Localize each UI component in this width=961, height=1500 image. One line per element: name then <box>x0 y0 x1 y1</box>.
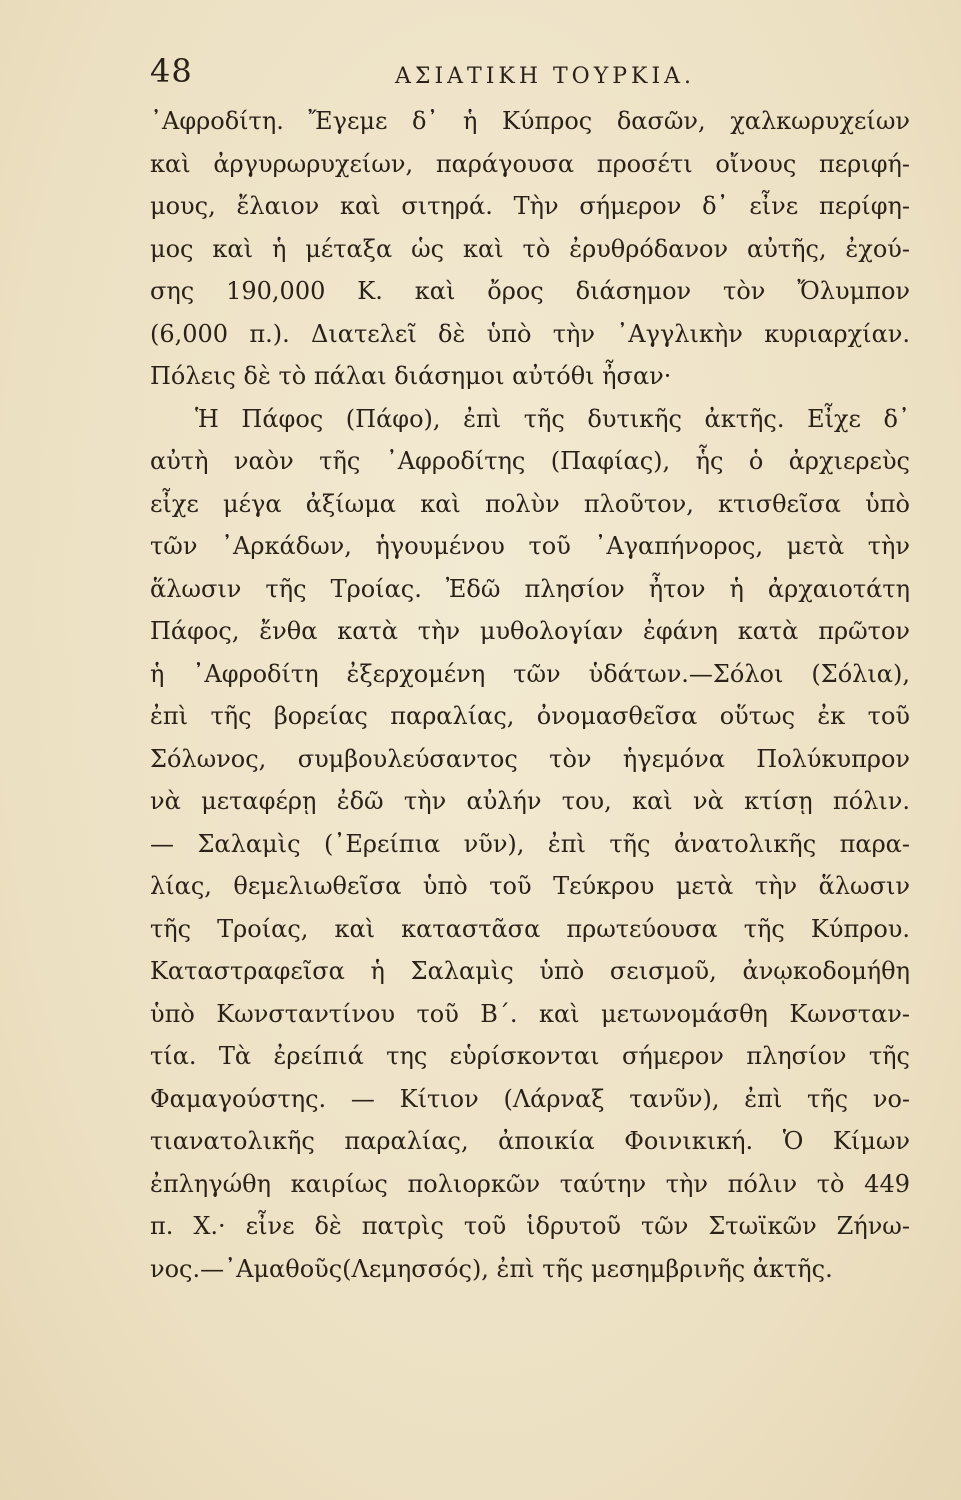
text-line: τῆς Τροίας, καὶ καταστᾶσα πρωτεύουσα τῆς Κύπρου. <box>150 914 910 943</box>
text-line: ἐπληγώθη καιρίως πολιορκῶν ταύτην τὴν πόλιν τὸ 449 <box>150 1169 910 1198</box>
text-line: καὶ ἀργυρωρυχείων, παράγουσα προσέτι οἴνους περιφή- <box>150 149 910 178</box>
text-line: τῶν ᾿Αρκάδων, ἡγουμένου τοῦ ᾿Αγαπήνορος, μετὰ τὴν <box>150 532 910 560</box>
text-line: τία. Τὰ ἐρείπιά της εὑρίσκονται σήμερον πλησίον τῆς <box>150 1042 910 1070</box>
text-line: εἶχε μέγα ἀξίωμα καὶ πολὺν πλοῦτον, κτισθεῖσα ὑπὸ <box>150 489 910 518</box>
text-line: νος.—᾿Αμαθοῦς(Λεμησσός), ἐπὶ τῆς μεσημβρινῆς ἀκτῆς. <box>150 1254 833 1283</box>
text-line: Καταστραφεῖσα ἡ Σαλαμὶς ὑπὸ σεισμοῦ, ἀνῳκοδομήθη <box>150 957 910 985</box>
text-line: λίας, θεμελιωθεῖσα ὑπὸ τοῦ Τεύκρου μετὰ τὴν ἅλωσιν <box>150 872 910 900</box>
body-text <box>150 100 910 1290</box>
text-line: μος καὶ ἡ μέταξα ὡς καὶ τὸ ἐρυθρόδανον αὐτῆς, ἐχού- <box>150 234 910 263</box>
text-line: ἐπὶ τῆς βορείας παραλίας, ὀνομασθεῖσα οὕτως ἐκ τοῦ <box>150 702 910 730</box>
text-line: (6,000 π.). Διατελεῖ δὲ ὑπὸ τὴν ᾿Αγγλικὴν κυριαρχίαν. <box>150 319 910 348</box>
text-line: π. Χ.· εἶνε δὲ πατρὶς τοῦ ἱδρυτοῦ τῶν Στωϊκῶν Ζήνω- <box>150 1212 910 1240</box>
text-line: μους, ἔλαιον καὶ σιτηρά. Τὴν σήμερον δ᾿ εἶνε περίφη- <box>150 192 910 220</box>
text-line: Φαμαγούστης. — Κίτιον (Λάρναξ τανῦν), ἐπὶ τῆς νο- <box>150 1084 910 1113</box>
text-line: Σόλωνος, συμβουλεύσαντος τὸν ἡγεμόνα Πολύκυπρον <box>150 744 910 773</box>
page-header <box>150 52 901 102</box>
text-line: ἡ ᾿Αφροδίτη ἐξερχομένη τῶν ὑδάτων.—Σόλοι (Σόλια), <box>150 659 910 688</box>
text-line: νὰ μεταφέρῃ ἐδῶ τὴν αὐλήν του, καὶ νὰ κτίσῃ πόλιν. <box>150 787 910 815</box>
text-line: ἅλωσιν τῆς Τροίας. Ἐδῶ πλησίον ἦτον ἡ ἀρχαιοτάτη <box>150 574 910 603</box>
text-line: ὑπὸ Κωνσταντίνου τοῦ Β΄. καὶ μετωνομάσθη Κωνσταν- <box>150 999 910 1028</box>
text-line: αὐτὴ ναὸν τῆς ᾿Αφροδίτης (Παφίας), ἧς ὁ ἀρχιερεὺς <box>150 447 910 475</box>
text-line: Πάφος, ἔνθα κατὰ τὴν μυθολογίαν ἐφάνη κατὰ πρῶτον <box>150 617 910 645</box>
text-line: ᾿Αφροδίτη. Ἔγεμε δ᾿ ἡ Κύπρος δασῶν, χαλκωρυχείων <box>150 107 910 135</box>
text-line: — Σαλαμὶς (᾿Ερείπια νῦν), ἐπὶ τῆς ἀνατολικῆς παρα- <box>150 829 910 858</box>
page-number: 48 <box>150 52 193 90</box>
text-line: σης 190,000 Κ. καὶ ὄρος διάσημον τὸν Ὄλυμπον <box>150 277 910 305</box>
running-title: ΑΣΙΑΤΙΚΗ ΤΟΥΡΚΙΑ. <box>395 64 696 89</box>
text-line: τιανατολικῆς παραλίας, ἀποικία Φοινικική. Ὁ Κίμων <box>150 1127 910 1155</box>
text-line: Ἡ Πάφος (Πάφο), ἐπὶ τῆς δυτικῆς ἀκτῆς. Εἶχε δ᾿ <box>195 404 910 433</box>
text-line: Πόλεις δὲ τὸ πάλαι διάσημοι αὐτόθι ἦσαν· <box>150 362 672 390</box>
